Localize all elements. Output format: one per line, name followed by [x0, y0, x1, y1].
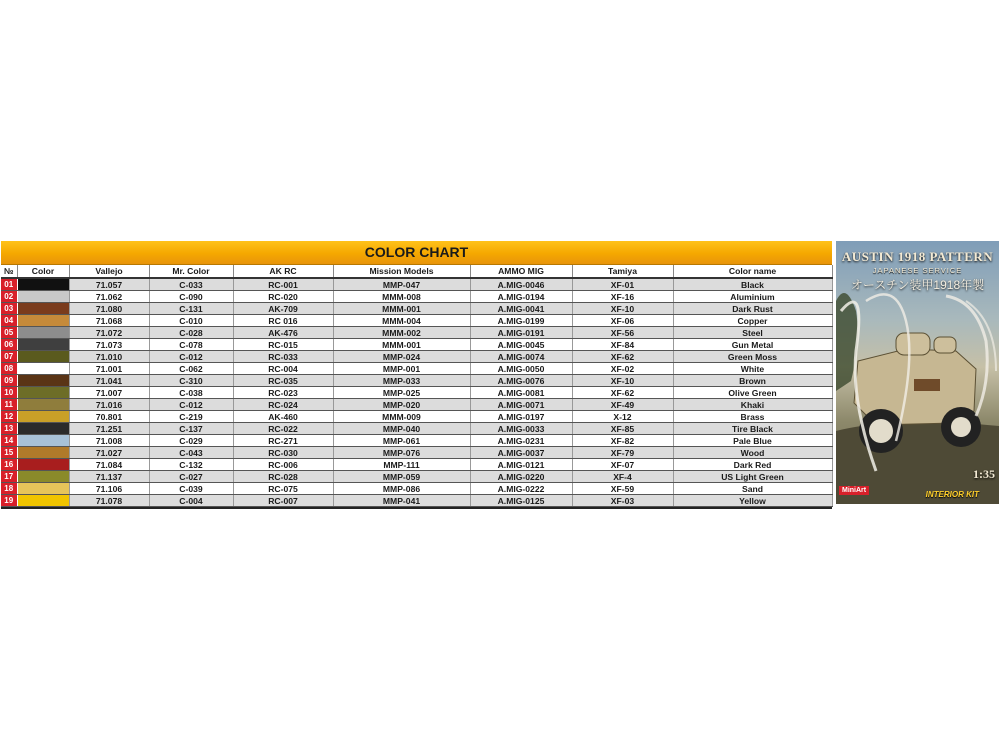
table-row	[1, 363, 832, 375]
cell-akrc: RC-006	[233, 459, 333, 471]
cell-ammo: A.MIG-0041	[470, 303, 572, 315]
cell-ammo: A.MIG-0220	[470, 471, 572, 483]
cell-vallejo: 70.801	[69, 411, 149, 423]
cell-vallejo: 71.008	[69, 435, 149, 447]
cell-ammo: A.MIG-0222	[470, 483, 572, 495]
cell-tamiya: XF-10	[572, 375, 673, 387]
cell-mission: MMM-002	[333, 327, 470, 339]
color-swatch-cell	[17, 291, 69, 303]
row-number: 05	[1, 327, 17, 339]
cell-name: Gun Metal	[673, 339, 832, 351]
cell-vallejo: 71.010	[69, 351, 149, 363]
cell-vallejo: 71.137	[69, 471, 149, 483]
cell-ammo: A.MIG-0050	[470, 363, 572, 375]
color-swatch	[18, 435, 69, 446]
cell-name: Black	[673, 278, 832, 291]
color-chart	[1, 241, 832, 509]
color-swatch-cell	[17, 351, 69, 363]
cell-mrcolor: C-039	[149, 483, 233, 495]
row-number: 03	[1, 303, 17, 315]
cell-mission: MMP-024	[333, 351, 470, 363]
cell-tamiya: XF-85	[572, 423, 673, 435]
color-swatch	[18, 315, 69, 326]
header-mission: Mission Models	[333, 265, 470, 278]
cell-mrcolor: C-038	[149, 387, 233, 399]
cell-mrcolor: C-043	[149, 447, 233, 459]
cell-ammo: A.MIG-0194	[470, 291, 572, 303]
cell-akrc: RC-020	[233, 291, 333, 303]
box-art-image	[836, 241, 999, 504]
cell-name: Olive Green	[673, 387, 832, 399]
cell-mission: MMP-020	[333, 399, 470, 411]
cell-akrc: RC 016	[233, 315, 333, 327]
cell-name: Brown	[673, 375, 832, 387]
header-name: Color name	[673, 265, 832, 278]
box-title: AUSTIN 1918 PATTERN	[841, 249, 994, 264]
cell-mrcolor: C-012	[149, 399, 233, 411]
cell-tamiya: X-12	[572, 411, 673, 423]
cell-mission: MMM-009	[333, 411, 470, 423]
table-row	[1, 291, 832, 303]
color-swatch	[18, 495, 69, 506]
cell-vallejo: 71.062	[69, 291, 149, 303]
cell-tamiya: XF-02	[572, 363, 673, 375]
color-swatch-cell	[17, 375, 69, 387]
row-number: 10	[1, 387, 17, 399]
brand-logo: MiniArt	[839, 486, 869, 495]
color-swatch-cell	[17, 339, 69, 351]
cell-tamiya: XF-82	[572, 435, 673, 447]
cell-ammo: A.MIG-0076	[470, 375, 572, 387]
cell-ammo: A.MIG-0045	[470, 339, 572, 351]
cell-akrc: AK-476	[233, 327, 333, 339]
cell-name: Yellow	[673, 495, 832, 507]
color-swatch	[18, 279, 69, 290]
cell-mrcolor: C-078	[149, 339, 233, 351]
cell-ammo: A.MIG-0037	[470, 447, 572, 459]
row-number: 19	[1, 495, 17, 507]
cell-name: Tire Black	[673, 423, 832, 435]
cell-vallejo: 71.073	[69, 339, 149, 351]
cell-akrc: AK-460	[233, 411, 333, 423]
table-row	[1, 447, 832, 459]
table-row	[1, 339, 832, 351]
cell-akrc: RC-023	[233, 387, 333, 399]
color-swatch	[18, 471, 69, 482]
cell-akrc: RC-075	[233, 483, 333, 495]
color-swatch	[18, 423, 69, 434]
cell-ammo: A.MIG-0191	[470, 327, 572, 339]
cell-name: Dark Red	[673, 459, 832, 471]
cell-tamiya: XF-62	[572, 387, 673, 399]
kit-label: INTERIOR KIT	[925, 490, 979, 499]
color-swatch-cell	[17, 447, 69, 459]
cell-akrc: RC-030	[233, 447, 333, 459]
table-row	[1, 278, 832, 291]
cell-mrcolor: C-012	[149, 351, 233, 363]
row-number: 04	[1, 315, 17, 327]
cell-mission: MMP-061	[333, 435, 470, 447]
cell-mission: MMM-004	[333, 315, 470, 327]
cell-mission: MMP-111	[333, 459, 470, 471]
table-row	[1, 495, 832, 507]
color-swatch-cell	[17, 278, 69, 291]
cell-name: Sand	[673, 483, 832, 495]
row-number: 09	[1, 375, 17, 387]
cell-vallejo: 71.016	[69, 399, 149, 411]
cell-ammo: A.MIG-0199	[470, 315, 572, 327]
table-body	[1, 278, 832, 507]
color-swatch-cell	[17, 495, 69, 507]
table-row	[1, 423, 832, 435]
cell-ammo: A.MIG-0033	[470, 423, 572, 435]
header-no: №	[1, 265, 17, 278]
cell-name: Khaki	[673, 399, 832, 411]
cell-tamiya: XF-49	[572, 399, 673, 411]
color-swatch	[18, 363, 69, 374]
row-number: 18	[1, 483, 17, 495]
color-swatch	[18, 483, 69, 494]
cell-name: Green Moss	[673, 351, 832, 363]
row-number: 12	[1, 411, 17, 423]
cell-ammo: A.MIG-0121	[470, 459, 572, 471]
cell-tamiya: XF-4	[572, 471, 673, 483]
color-swatch	[18, 327, 69, 338]
cell-name: Dark Rust	[673, 303, 832, 315]
cell-tamiya: XF-62	[572, 351, 673, 363]
color-swatch-cell	[17, 387, 69, 399]
cell-vallejo: 71.068	[69, 315, 149, 327]
cell-vallejo: 71.001	[69, 363, 149, 375]
box-japanese-title: オースチン装甲1918年製	[850, 278, 985, 292]
cell-vallejo: 71.078	[69, 495, 149, 507]
color-swatch	[18, 375, 69, 386]
cell-akrc: RC-033	[233, 351, 333, 363]
color-swatch-cell	[17, 303, 69, 315]
cell-ammo: A.MIG-0074	[470, 351, 572, 363]
cell-tamiya: XF-10	[572, 303, 673, 315]
cell-mrcolor: C-137	[149, 423, 233, 435]
cell-tamiya: XF-06	[572, 315, 673, 327]
cell-mission: MMP-033	[333, 375, 470, 387]
cell-mrcolor: C-033	[149, 278, 233, 291]
cell-mrcolor: C-028	[149, 327, 233, 339]
cell-mission: MMP-041	[333, 495, 470, 507]
cell-mission: MMP-047	[333, 278, 470, 291]
color-swatch	[18, 291, 69, 302]
cell-vallejo: 71.041	[69, 375, 149, 387]
cell-akrc: RC-015	[233, 339, 333, 351]
cell-mrcolor: C-131	[149, 303, 233, 315]
color-table	[1, 265, 833, 507]
cell-name: Aluminium	[673, 291, 832, 303]
color-swatch	[18, 387, 69, 398]
header-ammo: AMMO MIG	[470, 265, 572, 278]
table-row	[1, 327, 832, 339]
cell-mrcolor: C-004	[149, 495, 233, 507]
cell-akrc: RC-024	[233, 399, 333, 411]
row-number: 11	[1, 399, 17, 411]
cell-vallejo: 71.027	[69, 447, 149, 459]
color-swatch	[18, 339, 69, 350]
cell-mission: MMP-001	[333, 363, 470, 375]
color-swatch-cell	[17, 483, 69, 495]
header-vallejo: Vallejo	[69, 265, 149, 278]
cell-tamiya: XF-03	[572, 495, 673, 507]
cell-vallejo: 71.084	[69, 459, 149, 471]
cell-ammo: A.MIG-0071	[470, 399, 572, 411]
box-scale: 1:35	[973, 467, 995, 481]
cell-tamiya: XF-07	[572, 459, 673, 471]
cell-tamiya: XF-79	[572, 447, 673, 459]
cell-name: Steel	[673, 327, 832, 339]
cell-tamiya: XF-16	[572, 291, 673, 303]
cell-mrcolor: C-029	[149, 435, 233, 447]
table-row	[1, 351, 832, 363]
table-row	[1, 471, 832, 483]
cell-mission: MMM-001	[333, 303, 470, 315]
cell-vallejo: 71.072	[69, 327, 149, 339]
row-number: 15	[1, 447, 17, 459]
cell-akrc: RC-035	[233, 375, 333, 387]
table-row	[1, 399, 832, 411]
table-row	[1, 387, 832, 399]
row-number: 02	[1, 291, 17, 303]
color-swatch-cell	[17, 435, 69, 447]
cell-vallejo: 71.080	[69, 303, 149, 315]
header-color: Color	[17, 265, 69, 278]
table-row	[1, 435, 832, 447]
cell-mission: MMP-076	[333, 447, 470, 459]
header-tamiya: Tamiya	[572, 265, 673, 278]
cell-ammo: A.MIG-0231	[470, 435, 572, 447]
cell-akrc: RC-028	[233, 471, 333, 483]
cell-tamiya: XF-01	[572, 278, 673, 291]
row-number: 06	[1, 339, 17, 351]
cell-mission: MMP-086	[333, 483, 470, 495]
chart-title: COLOR CHART	[1, 241, 832, 265]
color-swatch-cell	[17, 459, 69, 471]
header-mrcolor: Mr. Color	[149, 265, 233, 278]
cell-ammo: A.MIG-0046	[470, 278, 572, 291]
color-swatch	[18, 459, 69, 470]
color-swatch-cell	[17, 399, 69, 411]
row-number: 08	[1, 363, 17, 375]
table-header-row	[1, 265, 832, 278]
cell-ammo: A.MIG-0081	[470, 387, 572, 399]
cell-akrc: AK-709	[233, 303, 333, 315]
table-row	[1, 315, 832, 327]
cell-mrcolor: C-090	[149, 291, 233, 303]
row-number: 13	[1, 423, 17, 435]
cell-mrcolor: C-132	[149, 459, 233, 471]
cell-mission: MMP-059	[333, 471, 470, 483]
cell-mission: MMM-008	[333, 291, 470, 303]
color-swatch-cell	[17, 315, 69, 327]
cell-akrc: RC-022	[233, 423, 333, 435]
cell-mission: MMP-025	[333, 387, 470, 399]
table-row	[1, 303, 832, 315]
cell-vallejo: 71.007	[69, 387, 149, 399]
color-swatch-cell	[17, 423, 69, 435]
cell-mrcolor: C-062	[149, 363, 233, 375]
cell-akrc: RC-001	[233, 278, 333, 291]
color-swatch-cell	[17, 327, 69, 339]
row-number: 17	[1, 471, 17, 483]
chart-bottom-rule	[1, 507, 832, 509]
cell-name: Brass	[673, 411, 832, 423]
row-number: 01	[1, 278, 17, 291]
color-swatch	[18, 399, 69, 410]
cell-akrc: RC-004	[233, 363, 333, 375]
cell-tamiya: XF-84	[572, 339, 673, 351]
cell-vallejo: 71.251	[69, 423, 149, 435]
cell-tamiya: XF-56	[572, 327, 673, 339]
cell-mrcolor: C-310	[149, 375, 233, 387]
box-subtitle: JAPANESE SERVICE	[872, 266, 963, 275]
color-swatch	[18, 447, 69, 458]
cell-tamiya: XF-59	[572, 483, 673, 495]
cell-name: Pale Blue	[673, 435, 832, 447]
table-row	[1, 411, 832, 423]
cell-mission: MMM-001	[333, 339, 470, 351]
cell-mrcolor: C-219	[149, 411, 233, 423]
cell-ammo: A.MIG-0125	[470, 495, 572, 507]
color-swatch-cell	[17, 471, 69, 483]
color-swatch	[18, 351, 69, 362]
row-number: 14	[1, 435, 17, 447]
color-swatch	[18, 303, 69, 314]
cell-akrc: RC-007	[233, 495, 333, 507]
table-row	[1, 459, 832, 471]
cell-name: Copper	[673, 315, 832, 327]
color-swatch-cell	[17, 363, 69, 375]
cell-mission: MMP-040	[333, 423, 470, 435]
row-number: 07	[1, 351, 17, 363]
header-akrc: AK RC	[233, 265, 333, 278]
cell-mrcolor: C-027	[149, 471, 233, 483]
color-swatch	[18, 411, 69, 422]
cell-ammo: A.MIG-0197	[470, 411, 572, 423]
cell-vallejo: 71.057	[69, 278, 149, 291]
row-number: 16	[1, 459, 17, 471]
cell-name: Wood	[673, 447, 832, 459]
table-row	[1, 375, 832, 387]
cell-name: US Light Green	[673, 471, 832, 483]
cell-vallejo: 71.106	[69, 483, 149, 495]
cell-mrcolor: C-010	[149, 315, 233, 327]
color-swatch-cell	[17, 411, 69, 423]
cell-akrc: RC-271	[233, 435, 333, 447]
cell-name: White	[673, 363, 832, 375]
table-row	[1, 483, 832, 495]
